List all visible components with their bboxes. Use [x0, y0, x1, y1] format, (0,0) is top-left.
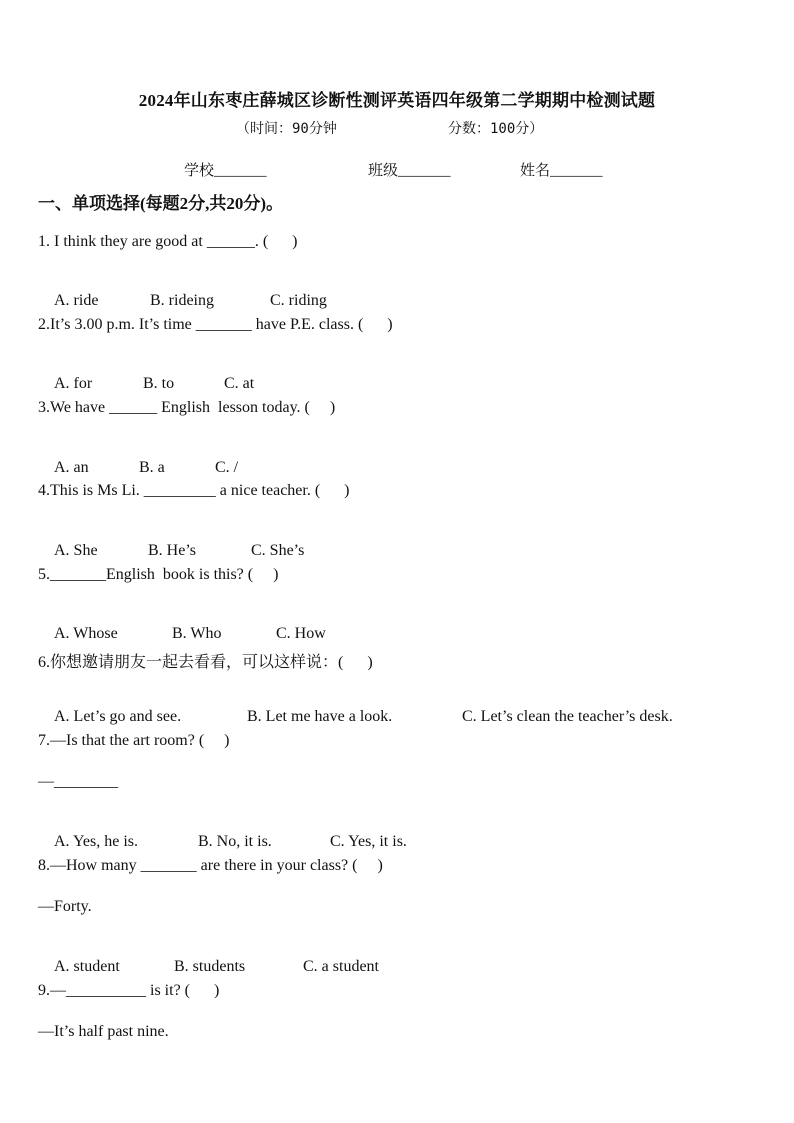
option: B. No, it is.: [198, 833, 272, 850]
exam-time: （时间：90分钟: [236, 121, 337, 137]
option: A. Whose: [54, 625, 118, 642]
option: C. a student: [303, 958, 379, 975]
question-5: 5._______English book is this? ( ): [38, 566, 279, 583]
question-4: 4.This is Ms Li. _________ a nice teacher. ( ): [38, 482, 350, 499]
option: A. for: [54, 375, 93, 392]
option: B. He’s: [148, 542, 196, 559]
question-7: 7.—Is that the art room? ( ): [38, 732, 230, 749]
question-2: 2.It’s 3.00 p.m. It’s time _______ have P.E. class. ( ): [38, 316, 393, 333]
exam-score: 分数：100分）: [448, 121, 544, 137]
question-3: 3.We have ______ English lesson today. ( ): [38, 399, 336, 416]
option: B. a: [139, 459, 165, 476]
option: A. She: [54, 542, 98, 559]
option: B. rideing: [150, 292, 214, 309]
option: B. Who: [172, 625, 222, 642]
question-8: 8.—How many _______ are there in your class? ( ): [38, 857, 383, 874]
option: B. Let me have a look.: [247, 708, 393, 725]
option: A. ride: [54, 292, 99, 309]
section-heading: 一、单项选择(每题2分,共20分)。: [38, 194, 284, 213]
option: C. Yes, it is.: [330, 833, 407, 850]
option: C. How: [276, 625, 326, 642]
option: A. Let’s go and see.: [54, 708, 182, 725]
reply-9: —It’s half past nine.: [38, 1023, 169, 1040]
school-field: 学校_______: [184, 163, 267, 179]
option: C. /: [215, 459, 239, 476]
option: A. student: [54, 958, 120, 975]
question-1: 1. I think they are good at ______. ( ): [38, 233, 298, 250]
question-6: 6.你想邀请朋友一起去看看，可以这样说：( ): [38, 654, 373, 671]
option: B. students: [174, 958, 246, 975]
option: C. Let’s clean the teacher’s desk.: [462, 708, 673, 725]
option: C. She’s: [251, 542, 305, 559]
option: A. an: [54, 459, 89, 476]
reply-7: —________: [38, 773, 118, 790]
option: A. Yes, he is.: [54, 833, 139, 850]
option: B. to: [143, 375, 175, 392]
question-9: 9.—__________ is it? ( ): [38, 982, 220, 999]
reply-8: —Forty.: [38, 898, 92, 915]
option: C. riding: [270, 292, 327, 309]
option: C. at: [224, 375, 255, 392]
class-field: 班级_______: [368, 163, 451, 179]
name-field: 姓名_______: [520, 163, 603, 179]
exam-title: 2024年山东枣庄薛城区诊断性测评英语四年级第二学期期中检测试题: [138, 91, 656, 110]
